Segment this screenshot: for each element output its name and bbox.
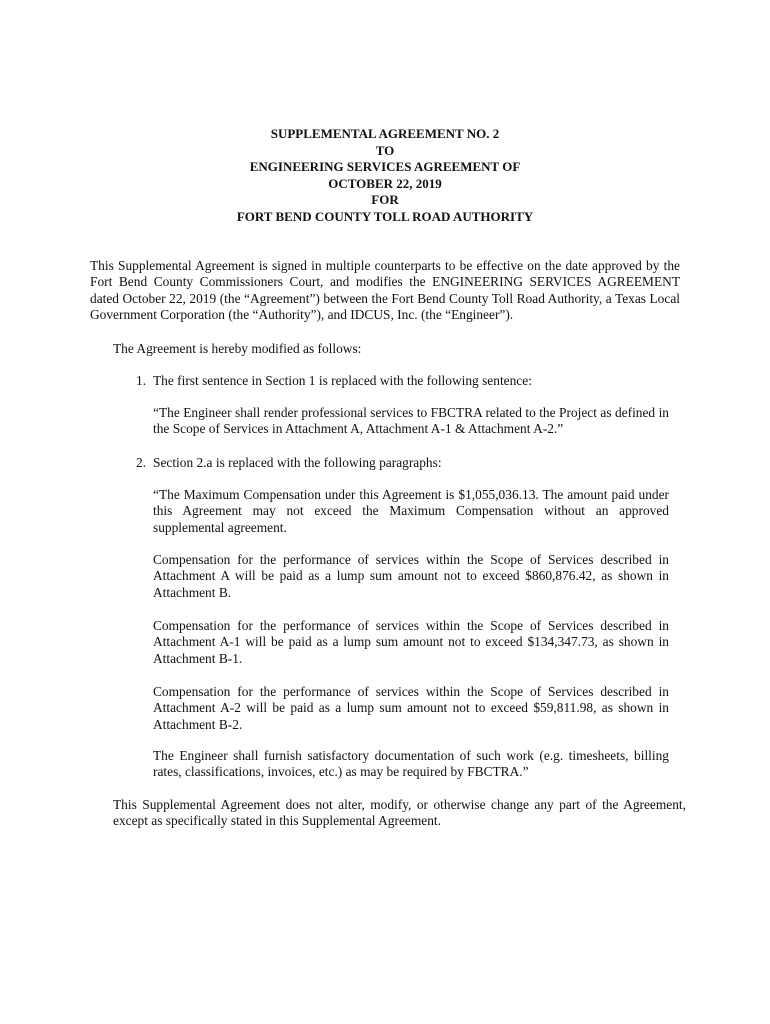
list-item-text: Section 2.a is replaced with the following paragraphs: [153,455,442,470]
title-line: FORT BEND COUNTY TOLL ROAD AUTHORITY [236,208,534,224]
list-item [136,373,682,389]
list-item-number: 2. [136,455,147,470]
title-line: OCTOBER 22, 2019 [328,175,442,191]
quoted-paragraph-attachment-a1: Compensation for the performance of services within the Scope of Services described in Attachment A-1 will be paid as a lump sum amount not to exceed $134,347.73, as shown in Attachment B-1. [153,618,669,666]
quoted-sentence: “The Engineer shall render professional services to FBCTRA related to the Project as defined in the Scope of Services in Attachment A, Attachment A-1 & Attachment A-2.” [153,405,669,437]
title-line: SUPPLEMENTAL AGREEMENT NO. 2 [270,126,500,141]
title-line: FOR [371,192,399,208]
quoted-paragraph-maximum-compensation: “The Maximum Compensation under this Agreement is $1,055,036.13. The amount paid under this Agreement may not exceed the Maximum Compensation without an approved supplemental agreement. [153,487,669,535]
quoted-paragraph-attachment-a2: Compensation for the performance of services within the Scope of Services described in Attachment A-2 will be paid as a lump sum amount not to exceed $59,811.98, as shown in Attachment B-2. [153,684,669,732]
intro-paragraph: This Supplemental Agreement is signed in multiple counterparts to be effective on the date approved by the Fort Bend County Commissioners Court, and modifies the ENGINEERING SERVICES AGREEMENT dated October 22, 2019 (the “Agreement”) between the Fort Bend County Toll Road Authority, a Texas Local Government Corporation (the “Authority”), and IDCUS, Inc. (the “Engineer”). [90,258,680,323]
list-item [136,455,682,471]
quoted-paragraph-attachment-a: Compensation for the performance of services within the Scope of Services described in Attachment A will be paid as a lump sum amount not to exceed $860,876.42, as shown in Attachment B. [153,552,669,600]
closing-paragraph: This Supplemental Agreement does not alter, modify, or otherwise change any part of the Agreement, except as specifically stated in this Supplemental Agreement. [113,797,686,829]
document-title [0,126,770,226]
quoted-paragraph-documentation: The Engineer shall furnish satisfactory documentation of such work (e.g. timesheets, billing rates, classifications, invoices, etc.) as may be required by FBCTRA.” [153,748,669,780]
title-line: TO [375,142,395,158]
list-item-number: 1. [136,373,147,388]
modification-lead: The Agreement is hereby modified as follows: [113,341,362,356]
title-line: ENGINEERING SERVICES AGREEMENT OF [249,159,521,175]
list-item-text: The first sentence in Section 1 is replaced with the following sentence: [153,373,532,388]
